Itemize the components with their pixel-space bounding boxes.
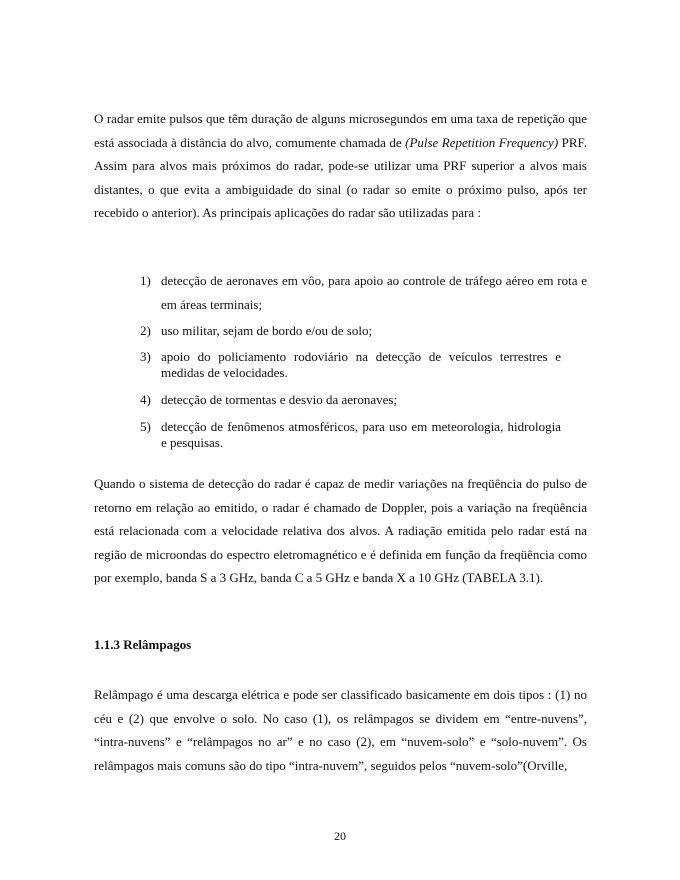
list-item (140, 349, 587, 381)
list-item-text: apoio do policiamento rodoviário na detecção de veículos terrestres e medidas de velocidades. (161, 349, 561, 380)
paragraph-text: O radar emite pulsos que têm duração de alguns microsegundos em uma taxa de repetição que está associada à distância do alvo, comumente chamada de (94, 111, 587, 150)
list-item-number: 5) (140, 419, 151, 434)
paragraph-text-continued: PRF. Assim para alvos mais próximos do radar, pode-se utilizar uma PRF superior a alvos mais distantes, o que evita a ambiguidade do sinal (o radar so emite o próximo pulso, após ter recebido o anterior). As principais aplicações do radar são utilizadas para : (94, 134, 587, 220)
list-item-number: 3) (140, 349, 151, 364)
list-item-number: 4) (140, 392, 151, 407)
list-item-number: 1) (140, 273, 151, 288)
section-heading: 1.1.3 Relâmpagos (94, 637, 192, 652)
list-item (140, 391, 587, 408)
list-item (140, 269, 587, 317)
paragraph-radar-pulses (94, 107, 587, 225)
list-item (140, 322, 587, 339)
list-item-text: uso militar, sejam de bordo e/ou de solo; (161, 323, 373, 338)
list-item-text: detecção de aeronaves em vôo, para apoio ao controle de tráfego aéreo em rota e em áreas terminais; (161, 273, 587, 312)
paragraph-lightning: Relâmpago é uma descarga elétrica e pode ser classificado basicamente em dois tipos : (1) no céu e (2) que envolve o solo. No caso (1), os relâmpagos se dividem em “entre-nuvens”, “intra-nuvens” e “relâmpagos no ar” e no caso (2), em “nuvem-solo” e “solo-nuvem”. Os relâmpagos mais comuns são do tipo “intra-nuvem”, seguidos pelos “nuvem-solo”(Orville, (94, 687, 587, 773)
italic-term: (Pulse Repetition Frequency) (405, 134, 559, 150)
list-item-text: detecção de tormentas e desvio da aeronaves; (161, 392, 398, 407)
page-number: 20 (334, 829, 346, 843)
list-item (140, 419, 587, 451)
list-item-text: detecção de fenômenos atmosféricos, para uso em meteorologia, hidrologia e pesquisas. (161, 419, 561, 450)
list-item-number: 2) (140, 323, 151, 338)
paragraph-doppler: Quando o sistema de detecção do radar é capaz de medir variações na freqüência do pulso de retorno em relação ao emitido, o radar é chamado de Doppler, pois a variação na freqüência está relacionada com a velocidade relativa dos alvos. A radiação emitida pelo radar está na região de microondas do espectro eletromagnético e é definida em função da freqüência como por exemplo, banda S a 3 GHz, banda C a 5 GHz e banda X a 10 GHz (TABELA 3.1). (94, 476, 587, 585)
